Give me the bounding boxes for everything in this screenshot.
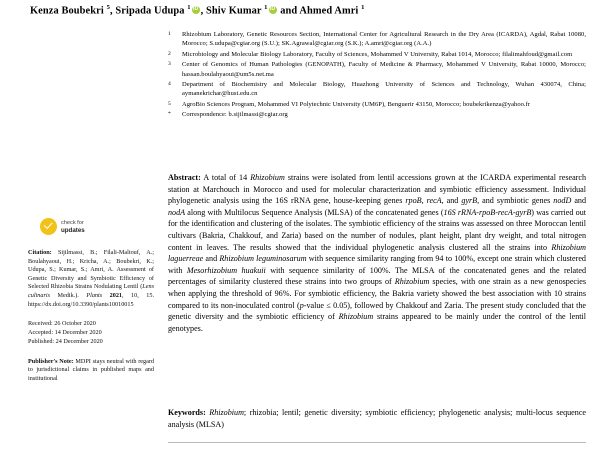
affiliation-text: Rhizobium Laboratory, Genetic Resources Section, International Center for Agricultural Research in the Dry Area (ICARDA), Agdal, Rabat 10080, Morocco; S.udupa@cgiar.org (S.U.); SK.Agrawal@cgiar.org (S.K.); A.amri@cgiar.org (A.A.) <box>182 31 586 48</box>
keywords-label: Keywords: <box>168 408 206 417</box>
updates-line-1: check for <box>61 219 84 226</box>
affiliation-marker: 2 <box>168 50 171 57</box>
abstract-label: Abstract: <box>168 173 201 182</box>
author-list <box>30 1 575 18</box>
affiliation-marker: 1 <box>264 4 268 11</box>
check-for-updates-label <box>61 220 85 234</box>
citation-doi[interactable]: , 10, 15. https://dx.doi.org/10.3390/plants10010015 <box>28 291 155 308</box>
keywords-section <box>168 407 586 430</box>
affiliation-item <box>168 60 586 79</box>
affiliation-marker: 5 <box>106 4 110 11</box>
affiliation-item <box>168 30 586 49</box>
author-ahmed-amri: and Ahmed Amri <box>277 5 362 17</box>
abstract-section <box>168 172 586 334</box>
citation-journal: Plants <box>78 291 103 299</box>
orcid-icon[interactable] <box>192 6 200 14</box>
citation-suffix: Medik.). <box>50 291 79 299</box>
publication-dates <box>28 320 154 346</box>
affiliation-item <box>168 50 586 59</box>
citation-block <box>28 249 154 309</box>
citation-authors: Sijilmassi, B.; Filali-Maltouf, A.; Boulahyaoui, H.; Kricha, A.; Boubekri, K.; Udupa, S.; Kumar, S.; Amri, A. Assessment of Genetic Diversity and Symbiotic Efficiency of Selected Rhizobia Strains Nodulating Lentil ( <box>28 249 154 291</box>
check-circle-icon <box>40 218 57 235</box>
orcid-icon[interactable] <box>269 6 277 14</box>
affiliations-list <box>168 30 586 121</box>
affiliation-marker: 1 <box>187 4 191 11</box>
accepted-date: Accepted: 14 December 2020 <box>28 328 102 336</box>
publisher-note-label: Publisher's Note: <box>28 357 74 365</box>
left-rail <box>28 218 154 384</box>
correspondence-item <box>168 110 586 119</box>
affiliation-text: Microbiology and Molecular Biology Laboratory, Faculty of Sciences, Mohammed V University, Rabat 1014, Morocco; filalimahfoud@gmail.com <box>182 50 573 58</box>
abstract-text: A total of 14 Rhizobium strains were isolated from lentil accessions grown at the ICARDA experimental research station at Marchouch in Morocco and used for molecular characterization and symbiotic efficiency assessment. Individual phylogenetic analysis using the 16S rRNA gene, house-keeping genes rpoB, recA, and gyrB, and symbiotic genes nodD and nodA along with Multilocus Sequence Analysis (MLSA) of the concatenated genes (16S rRNA-rpoB-recA-gyrB) was carried out for the identification and clustering of the isolates. The symbiotic efficiency of the strains was assessed on three Moroccan lentil cultivars (Bakria, Chakkouf, and Zaria) based on the number of nodules, plant height, plant dry weight, and total nitrogen content in leaves. The results showed that the individual phylogenetic analysis clustered all the strains into Rhizobium laguerreae and Rhizobium leguminosarum with sequence similarity ranging from 94 to 100%, except one strain which clustered with Mesorhizobium huakuii with sequence similarity of 100%. The MLSA of the concatenated genes and the related percentages of similarity clustered these strains into two groups of Rhizobium species, with one strain as a new genospecies when applying the threshold of 96%. For symbiotic efficiency, the Bakria variety showed the best association with 10 strains compared to its non-inoculated control (p-value ≤ 0.05), followed by Chakkouf and Zaria. The present study concluded that the genetic diversity and the symbiotic efficiency of Rhizobium strains appeared to be mainly under the control of the lentil genotypes. <box>168 173 587 333</box>
affiliation-marker: 5 <box>168 100 171 107</box>
spacer <box>28 347 154 358</box>
affiliation-text: Center of Genomics of Human Pathologies (GENOPATH), Faculty of Medicine & Pharmacy, Mohammed V University, Rabat 10000, Morocco; hassan.boulahyaoui@um5s.net.ma <box>182 61 586 78</box>
keywords-text: Rhizobium; rhizobia; lentil; genetic diversity; symbiotic efficiency; phylogenetic analysis; multi-locus sequence analysis (MLSA) <box>168 408 587 429</box>
received-date: Received: 26 October 2020 <box>28 320 96 328</box>
citation-species: Lens culinaris <box>28 283 154 299</box>
affiliation-marker: 4 <box>168 81 171 88</box>
author-sripada-udupa: , Sripada Udupa <box>109 5 188 17</box>
section-divider <box>168 442 586 443</box>
affiliation-marker: 3 <box>168 61 171 68</box>
publisher-note-text: MDPI stays neutral with regard to jurisdictional claims in published maps and institutional <box>28 357 155 383</box>
affiliation-marker: 1 <box>361 4 365 11</box>
affiliation-text: Department of Biochemistry and Molecular Biology, Huazhong University of Sciences and Technology, Wuhan 430074, China; aymanekrichar@hust.edu.cn <box>182 81 586 98</box>
affiliation-text: AgroBio Sciences Program, Mohammed VI Polytechnic University (UM6P), Benguerir 43150, Morocco; boubekrikenza@yahoo.fr <box>182 100 531 108</box>
citation-year: 2021 <box>102 291 123 299</box>
author-shiv-kumar: , Shiv Kumar <box>200 5 265 17</box>
affiliation-item <box>168 100 586 109</box>
affiliation-marker: 1 <box>168 31 171 37</box>
citation-label: Citation: <box>28 249 52 256</box>
author-kenza-boubekri: Kenza Boubekri <box>30 5 107 17</box>
affiliation-item <box>168 80 586 99</box>
publisher-note <box>28 358 154 384</box>
correspondence-text: Correspondence: b.sijilmassi@cgiar.org <box>182 111 288 119</box>
check-for-updates-badge[interactable] <box>40 218 154 235</box>
updates-line-2: updates <box>61 226 85 234</box>
published-date: Published: 24 December 2020 <box>28 337 103 345</box>
correspondence-marker: * <box>168 111 171 118</box>
